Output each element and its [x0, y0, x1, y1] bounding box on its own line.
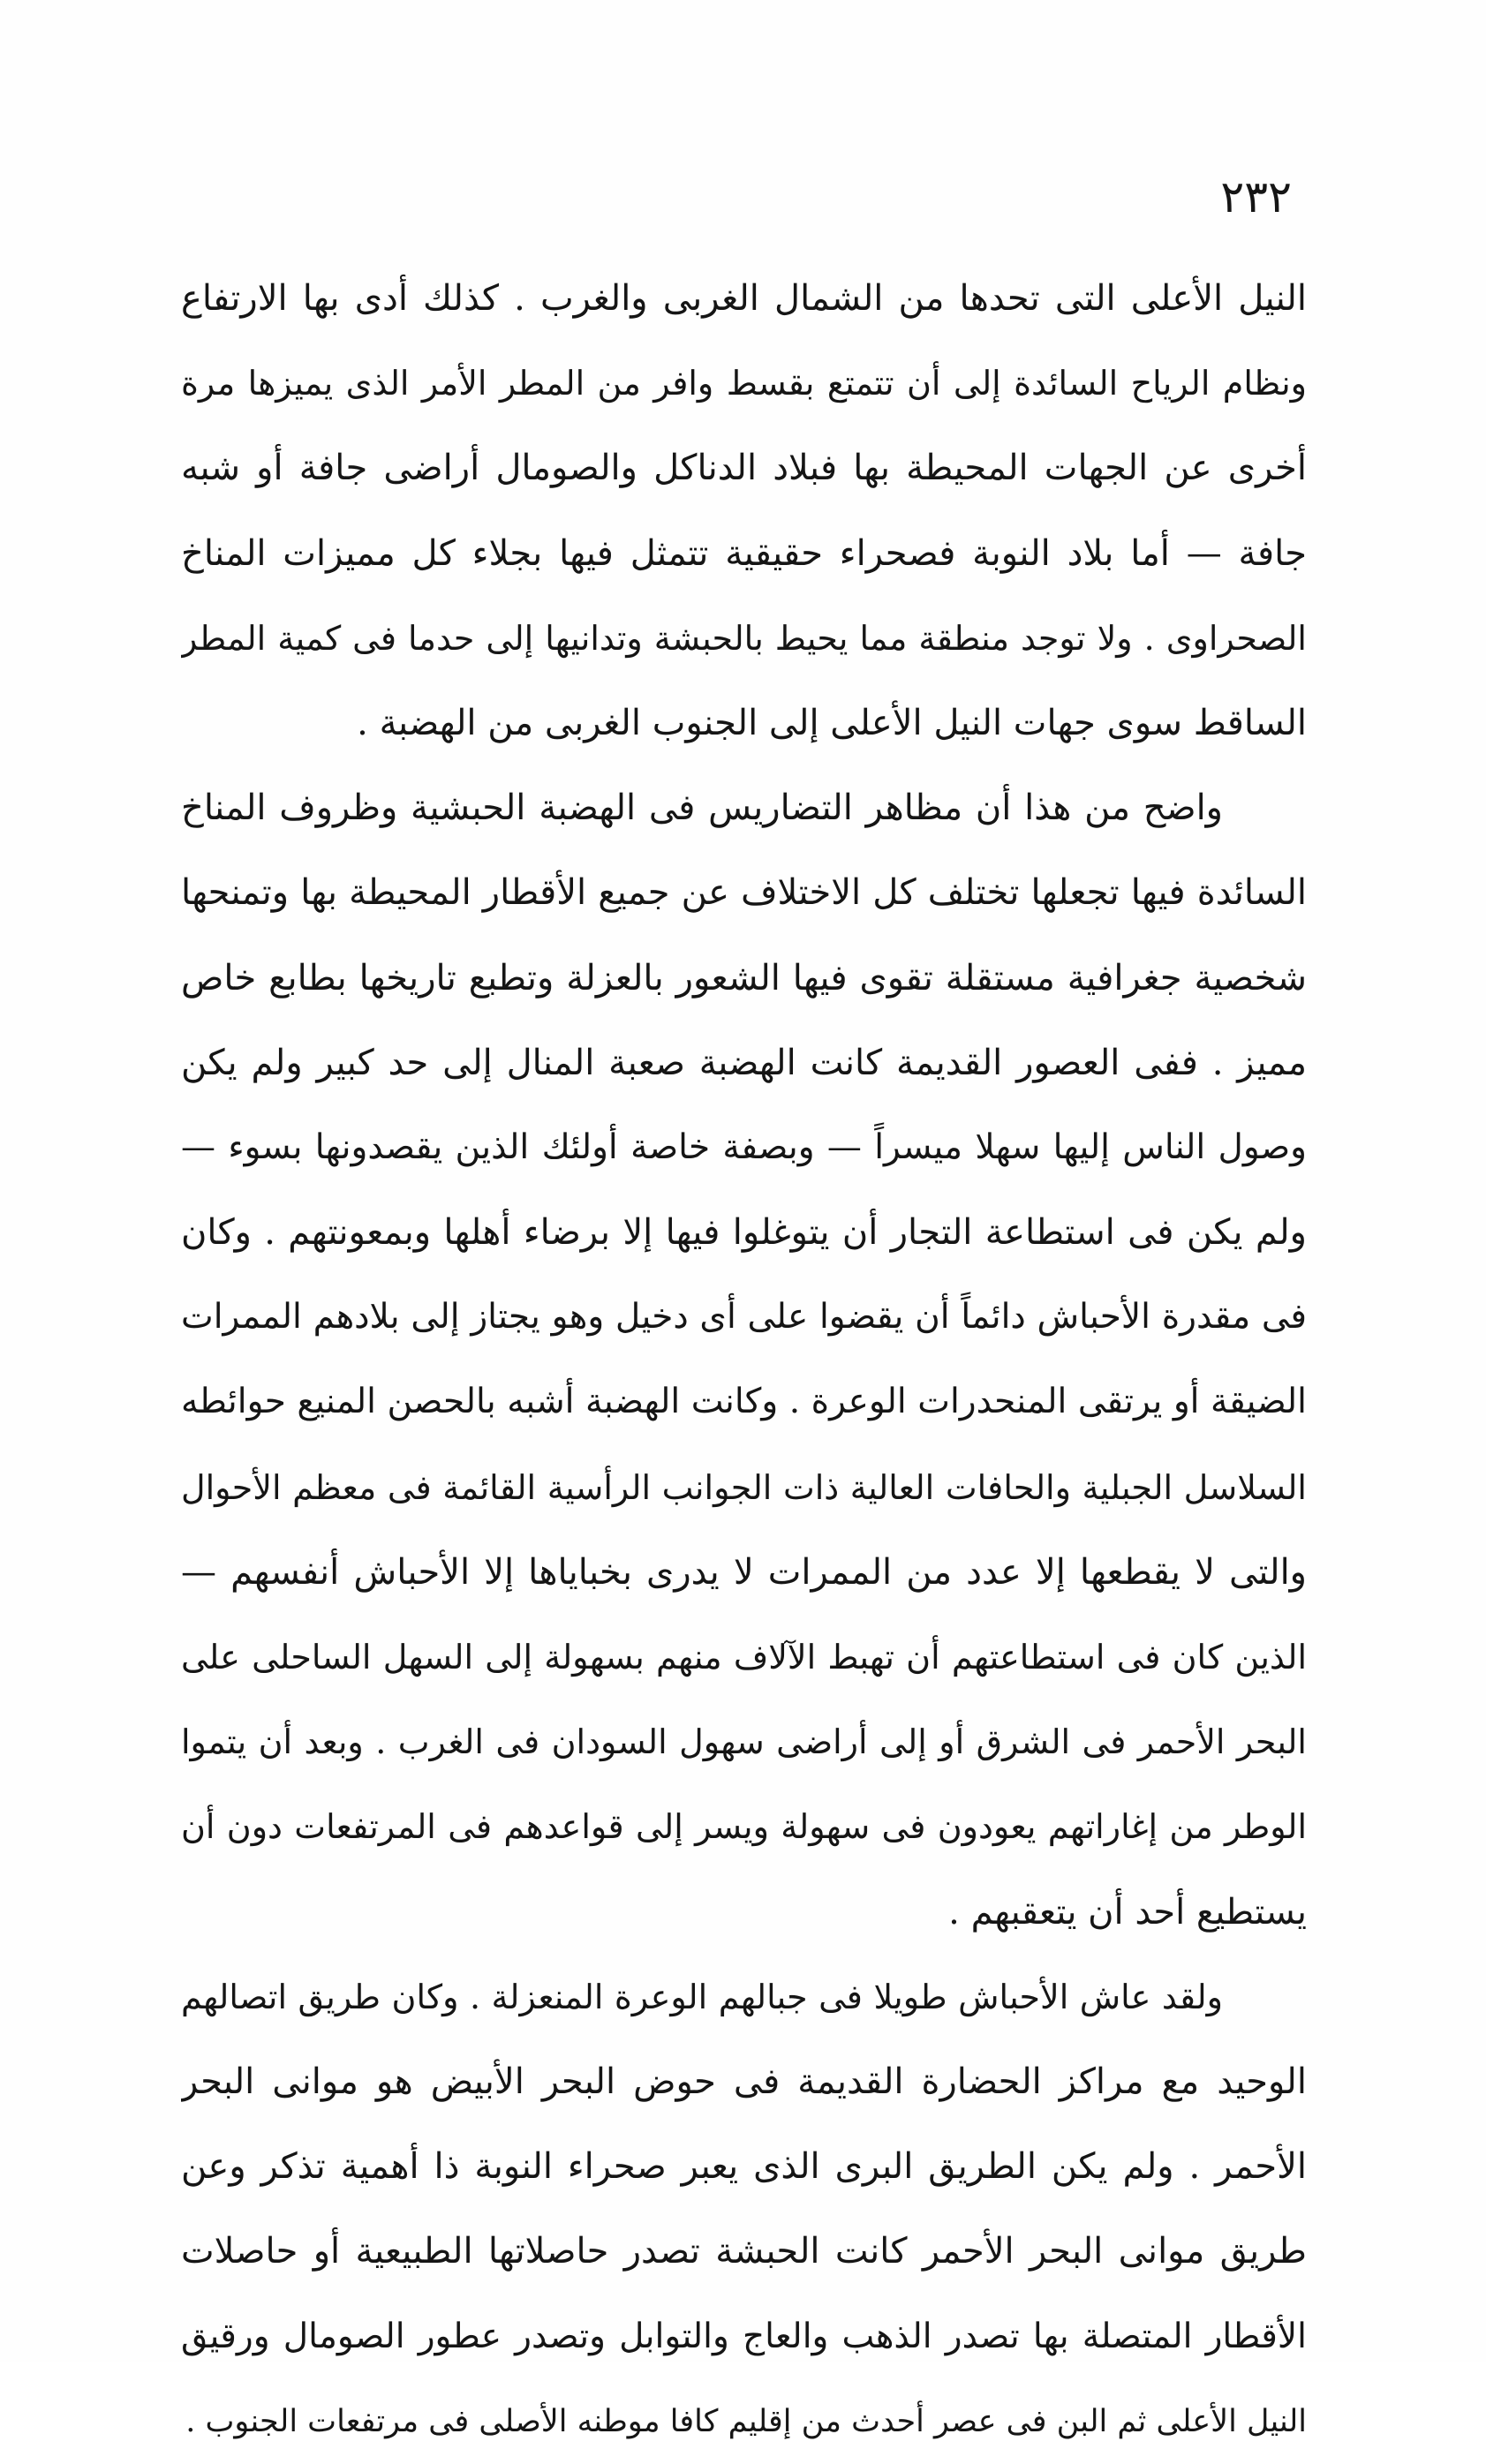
- text-line: وصول الناس إليها سهلا ميسراً — وبصفة خاصة أولئك الذين يقصدونها بسوء —: [181, 1127, 1307, 1167]
- text-line: والتى لا يقطعها إلا عدد من الممرات لا يدرى بخباياها إلا الأحباش أنفسهم —: [181, 1551, 1307, 1593]
- text-line: ولم يكن فى استطاعة التجار أن يتوغلوا فيها إلا برضاء أهلها وبمعونتهم . وكان: [181, 1212, 1307, 1254]
- page-number: ٢٣٢: [1220, 171, 1292, 222]
- text-line: الوطر من إغاراتهم يعودون فى سهولة ويسر إلى قواعدهم فى المرتفعات دون أن: [181, 1807, 1307, 1847]
- text-line: طريق موانى البحر الأحمر كانت الحبشة تصدر حاصلاتها الطبيعية أو حاصلات: [181, 2231, 1307, 2272]
- text-line: السلاسل الجبلية والحافات العالية ذات الجوانب الرأسية القائمة فى معظم الأحوال: [181, 1467, 1307, 1507]
- text-line: السائدة فيها تجعلها تختلف كل الاختلاف عن جميع الأقطار المحيطة بها وتمنحها: [181, 872, 1307, 914]
- text-line: الساقط سوى جهات النيل الأعلى إلى الجنوب الغربى من الهضبة .: [357, 702, 1307, 743]
- text-line: البحر الأحمر فى الشرق أو إلى أراضى سهول السودان فى الغرب . وبعد أن يتموا: [181, 1722, 1307, 1762]
- text-line: ونظام الرياح السائدة إلى أن تتمتع بقسط وافر من المطر الأمر الذى يميزها مرة: [181, 364, 1307, 403]
- text-line: النيل الأعلى ثم البن فى عصر أحدث من إقليم كافا موطنه الأصلى فى مرتفعات الجنوب .: [185, 2403, 1307, 2439]
- text-line: النيل الأعلى التى تحدها من الشمال الغربى والغرب . كذلك أدى بها الارتفاع: [181, 278, 1307, 319]
- paragraph-3: [181, 1955, 1307, 2464]
- text-line: واضح من هذا أن مظاهر التضاريس فى الهضبة الحبشية وظروف المناخ: [181, 787, 1223, 829]
- text-line: الأحمر . ولم يكن الطريق البرى الذى يعبر صحراء النوبة ذا أهمية تذكر وعن: [181, 2146, 1307, 2188]
- text-line: الضيقة أو يرتقى المنحدرات الوعرة . وكانت الهضبة أشبه بالحصن المنيع حوائطه: [181, 1382, 1307, 1422]
- text-line: مميز . ففى العصور القديمة كانت الهضبة صعبة المنال إلى حد كبير ولم يكن: [181, 1042, 1307, 1083]
- body-text: [181, 256, 1307, 2464]
- paragraph-2: [181, 765, 1307, 1955]
- text-line: أخرى عن الجهات المحيطة بها فبلاد الدناكل والصومال أراضى جافة أو شبه: [181, 448, 1307, 489]
- text-line: الذين كان فى استطاعتهم أن تهبط الآلاف منهم بسهولة إلى السهل الساحلى على: [181, 1638, 1307, 1677]
- text-line: شخصية جغرافية مستقلة تقوى فيها الشعور بالعزلة وتطبع تاريخها بطابع خاص: [181, 957, 1307, 998]
- text-line: الصحراوى . ولا توجد منطقة مما يحيط بالحبشة وتدانيها إلى حدما فى كمية المطر: [181, 618, 1307, 658]
- text-line: جافة — أما بلاد النوبة فصحراء حقيقية تتمثل فيها بجلاء كل مميزات المناخ: [181, 532, 1307, 574]
- text-line: يستطيع أحد أن يتعقبهم .: [948, 1891, 1307, 1933]
- paragraph-1: [181, 256, 1307, 765]
- text-line: الوحيد مع مراكز الحضارة القديمة فى حوض البحر الأبيض هو موانى البحر: [181, 2061, 1307, 2102]
- text-line: الأقطار المتصلة بها تصدر الذهب والعاج والتوابل وتصدر عطور الصومال ورقيق: [181, 2316, 1307, 2356]
- text-line: فى مقدرة الأحباش دائماً أن يقضوا على أى دخيل وهو يجتاز إلى بلادهم الممرات: [181, 1297, 1307, 1337]
- text-line: ولقد عاش الأحباش طويلا فى جبالهم الوعرة المنعزلة . وكان طريق اتصالهم: [181, 1977, 1223, 2016]
